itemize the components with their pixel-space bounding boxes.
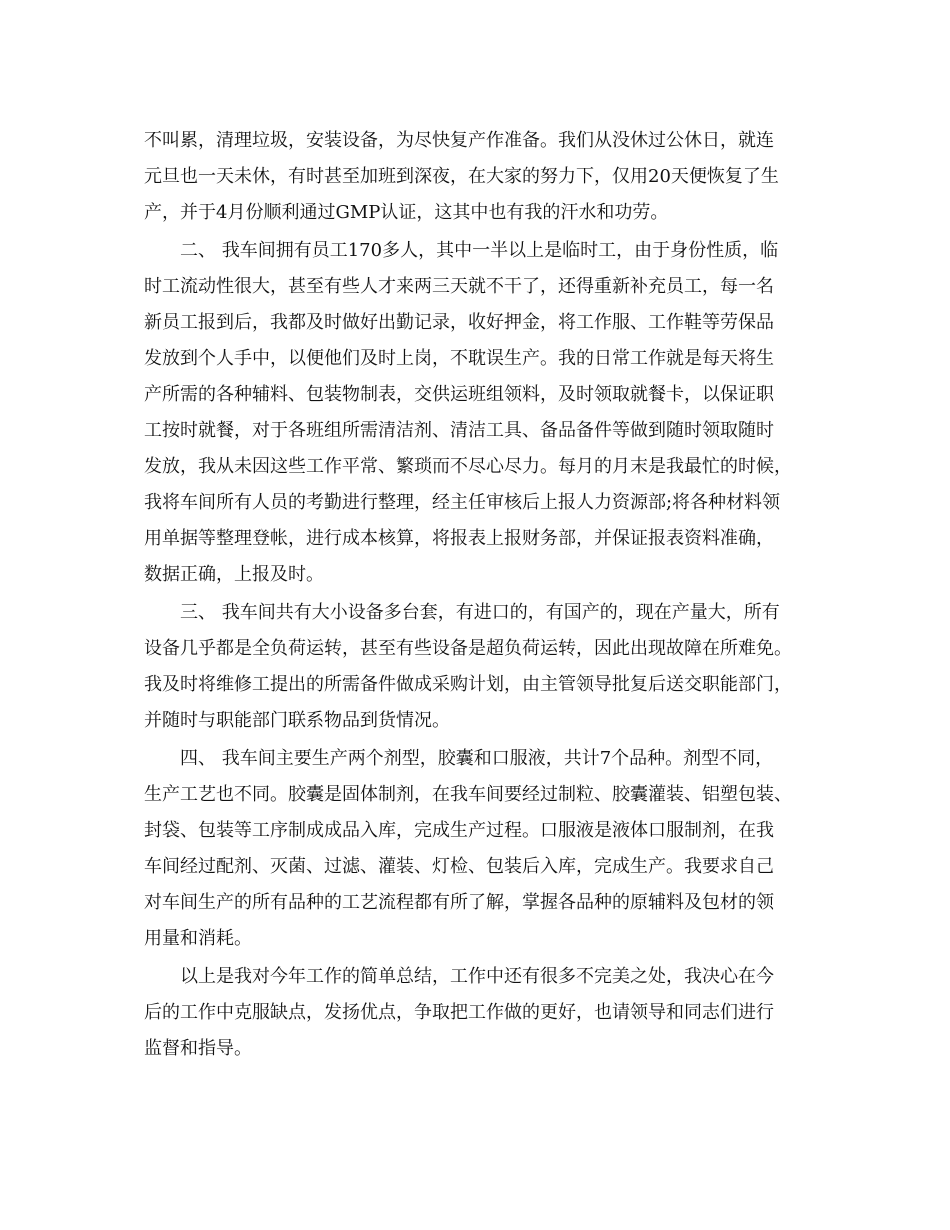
text-line: 车间经过配剂、灭菌、过滤、灌装、灯检、包装后入库，完成生产。我要求自己 [144, 856, 774, 877]
text-line: 产所需的各种辅料、包装物制表，交供运班组领料，及时领取就餐卡，以保证职 [144, 384, 774, 405]
paragraph-4-first-line: 四、 我车间主要生产两个剂型，胶囊和口服液，共计7个品种。剂型不同， [180, 748, 774, 769]
text-line: 用量和消耗。 [144, 928, 252, 949]
text-line: 监督和指导。 [144, 1038, 252, 1059]
paragraph-3-first-line: 三、 我车间共有大小设备多台套，有进口的，有国产的，现在产量大，所有 [180, 602, 780, 623]
text-line: 时工流动性很大，甚至有些人才来两三天就不干了，还得重新补充员工，每一名 [144, 276, 774, 297]
text-line: 产，并于4月份顺利通过GMP认证，这其中也有我的汗水和功劳。 [144, 202, 669, 223]
text-line: 生产工艺也不同。胶囊是固体制剂，在我车间要经过制粒、胶囊灌装、铝塑包装、 [144, 784, 792, 805]
text-line: 发放，我从未因这些工作平常、繁琐而不尽心尽力。每月的月末是我最忙的时候， [144, 456, 792, 477]
text-line: 发放到个人手中，以便他们及时上岗，不耽误生产。我的日常工作就是每天将生 [144, 348, 774, 369]
text-line: 后的工作中克服缺点，发扬优点，争取把工作做的更好，也请领导和同志们进行 [144, 1002, 774, 1023]
text-line: 工按时就餐，对于各班组所需清洁剂、清洁工具、备品备件等做到随时领取随时 [144, 420, 774, 441]
text-line: 对车间生产的所有品种的工艺流程都有所了解，掌握各品种的原辅料及包材的领 [144, 892, 774, 913]
text-line: 新员工报到后，我都及时做好出勤记录，收好押金，将工作服、工作鞋等劳保品 [144, 312, 774, 333]
text-line: 设备几乎都是全负荷运转，甚至有些设备是超负荷运转，因此出现故障在所难免。 [144, 638, 792, 659]
text-line: 我将车间所有人员的考勤进行整理，经主任审核后上报人力资源部;将各种材料领 [144, 492, 781, 513]
text-line: 封袋、包装等工序制成成品入库，完成生产过程。口服液是液体口服制剂，在我 [144, 820, 774, 841]
text-line: 不叫累，清理垃圾，安装设备，为尽快复产作准备。我们从没休过公休日，就连 [144, 130, 774, 151]
text-line: 我及时将维修工提出的所需备件做成采购计划，由主管领导批复后送交职能部门， [144, 674, 792, 695]
text-line: 并随时与职能部门联系物品到货情况。 [144, 710, 450, 731]
text-line: 用单据等整理登帐，进行成本核算，将报表上报财务部，并保证报表资料准确， [144, 528, 774, 549]
closing-paragraph-first-line: 以上是我对今年工作的简单总结，工作中还有很多不完美之处，我决心在今 [180, 966, 774, 987]
paragraph-2-first-line: 二、 我车间拥有员工170多人，其中一半以上是临时工，由于身份性质，临 [180, 240, 779, 261]
text-line: 数据正确，上报及时。 [144, 564, 324, 585]
text-line: 元旦也一天未休，有时甚至加班到深夜，在大家的努力下，仅用20天便恢复了生 [144, 166, 779, 187]
